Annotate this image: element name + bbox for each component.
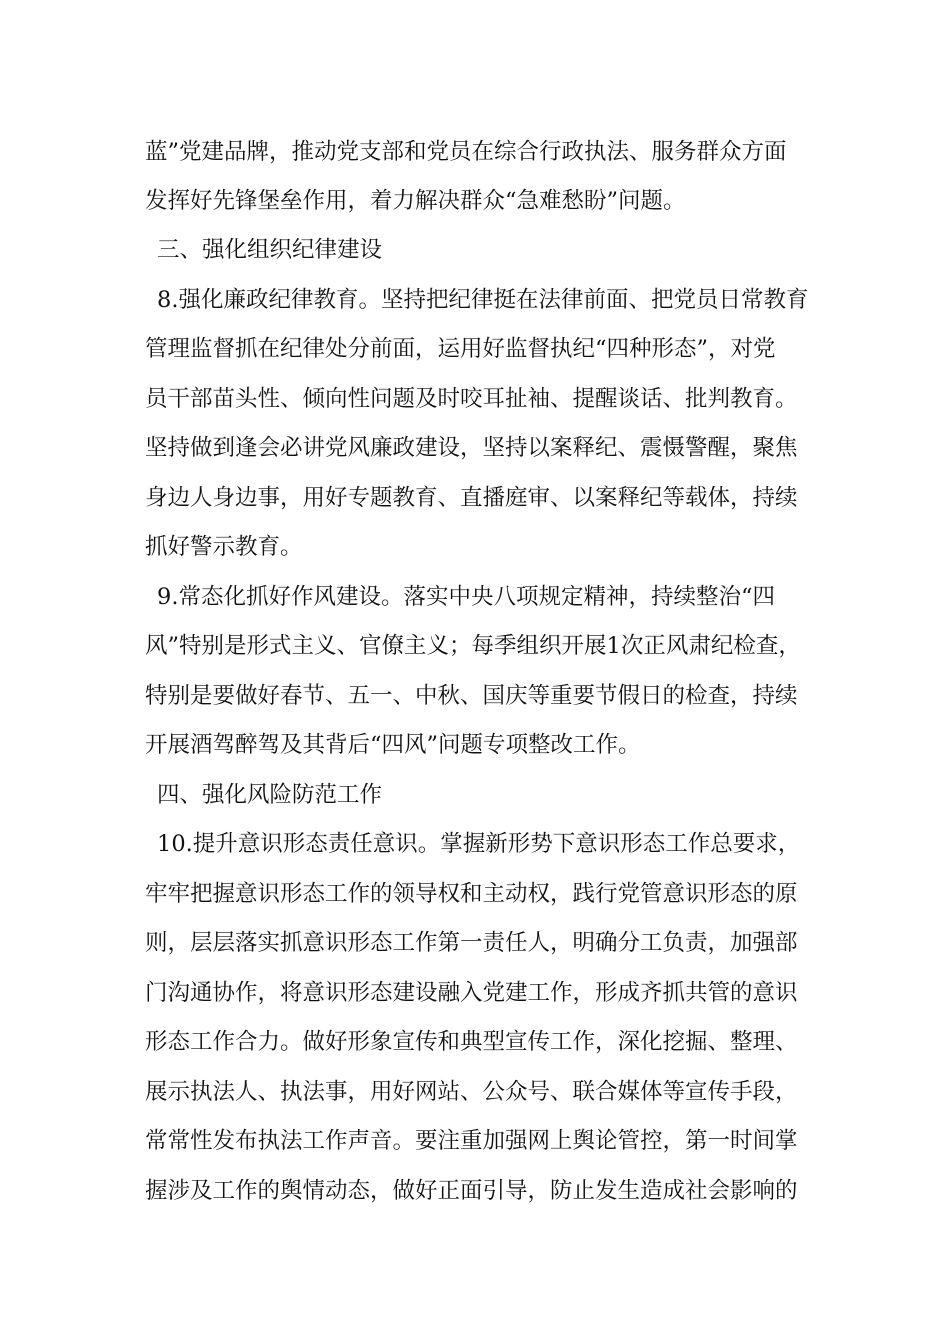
paragraph-line: 常常性发布执法工作声音。要注重加强网上舆论管控，第一时间掌 <box>145 1128 798 1154</box>
paragraph-line: 发挥好先锋堡垒作用，着力解决群众“急难愁盼”问题。 <box>145 188 686 214</box>
paragraph-line: 8.强化廉政纪律教育。坚持把纪律挺在法律前面、把党员日常教育 <box>157 287 809 313</box>
paragraph-line: 形态工作合力。做好形象宣传和典型宣传工作，深化挖掘、整理、 <box>145 1029 798 1055</box>
paragraph-line: 开展酒驾醉驾及其背后“四风”问题专项整改工作。 <box>145 732 641 758</box>
section-heading: 四、强化风险防范工作 <box>157 782 383 808</box>
paragraph-line: 蓝”党建品牌，推动党支部和党员在综合行政执法、服务群众方面 <box>145 139 787 165</box>
paragraph-line: 牢牢把握意识形态工作的领导权和主动权，践行党管意识形态的原 <box>145 881 798 907</box>
paragraph-line: 10.提升意识形态责任意识。掌握新形势下意识形态工作总要求， <box>157 831 801 857</box>
paragraph-line: 9.常态化抓好作风建设。落实中央八项规定精神，持续整治“四 <box>157 584 775 610</box>
paragraph-line: 握涉及工作的舆情动态，做好正面引导，防止发生造成社会影响的 <box>145 1178 798 1204</box>
section-heading: 三、强化组织纪律建设 <box>157 237 383 263</box>
paragraph-line: 门沟通协作，将意识形态建设融入党建工作，形成齐抓共管的意识 <box>145 980 798 1006</box>
paragraph-line: 员干部苗头性、倾向性问题及时咬耳扯袖、提醒谈话、批判教育。 <box>145 386 798 412</box>
paragraph-line: 身边人身边事，用好专题教育、直播庭审、以案释纪等载体，持续 <box>145 485 798 511</box>
paragraph-line: 管理监督抓在纪律处分前面，运用好监督执纪“四种形态”，对党 <box>145 336 776 362</box>
paragraph-line: 抓好警示教育。 <box>145 534 303 560</box>
paragraph-line: 坚持做到逢会必讲党风廉政建设，坚持以案释纪、震慑警醒，聚焦 <box>145 435 798 461</box>
paragraph-line: 风”特别是形式主义、官僚主义；每季组织开展1次正风肃纪检查， <box>145 633 801 659</box>
paragraph-line: 特别是要做好春节、五一、中秋、国庆等重要节假日的检查，持续 <box>145 683 798 709</box>
paragraph-line: 展示执法人、执法事，用好网站、公众号、联合媒体等宣传手段， <box>145 1079 798 1105</box>
paragraph-line: 则，层层落实抓意识形态工作第一责任人，明确分工负责，加强部 <box>145 930 798 956</box>
